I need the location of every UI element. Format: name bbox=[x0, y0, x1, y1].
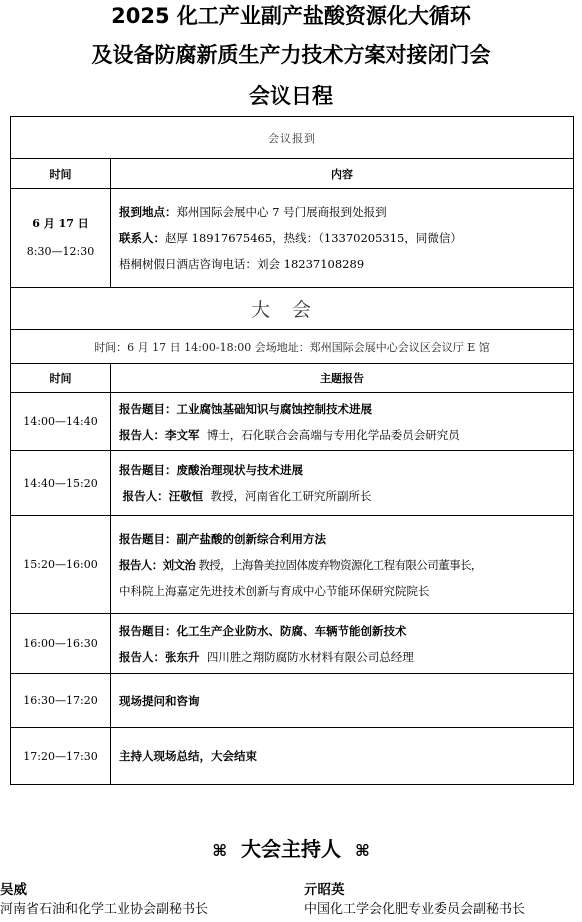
topic-text: 废酸治理现状与技术进展 bbox=[176, 463, 303, 477]
speaker-name: 刘文治 bbox=[162, 557, 196, 572]
speaker-title: 四川胜之翔防腐防水材料有限公司总经理 bbox=[206, 649, 414, 664]
session-content bbox=[111, 728, 574, 785]
registration-hotel: 梧桐树假日酒店咨询电话：刘会 18237108289 bbox=[119, 257, 365, 271]
session-row bbox=[11, 674, 574, 728]
session-text: 现场提问和咨询 bbox=[119, 693, 200, 708]
host-title: 河南省石油和化学工业协会副秘书长 bbox=[0, 902, 209, 917]
title-line-1: 2025 化工产业副产盐酸资源化大循环 bbox=[111, 4, 471, 28]
speaker-title: 教授，河南省化工研究所副所长 bbox=[210, 489, 372, 503]
session-row bbox=[11, 614, 574, 674]
session-time: 14:40—15:20 bbox=[11, 451, 111, 516]
contact-label: 联系人： bbox=[119, 231, 165, 245]
place-label: 报到地点： bbox=[119, 205, 177, 219]
host-item bbox=[0, 881, 208, 919]
place-text: 郑州国际会展中心 7 号门展商报到处报到 bbox=[176, 205, 387, 219]
host-name: 吴威 bbox=[0, 882, 27, 898]
topic-label: 报告题目： bbox=[119, 401, 177, 416]
col-time-header-2: 时间 bbox=[11, 364, 111, 393]
host-name: 亓昭英 bbox=[304, 882, 345, 898]
registration-time-cell bbox=[11, 189, 111, 288]
registration-row bbox=[11, 189, 574, 288]
topic-text: 工业腐蚀基础知识与腐蚀控制技术进展 bbox=[176, 401, 372, 416]
topic-label: 报告题目： bbox=[119, 463, 177, 477]
title-line-2: 及设备防腐新质生产力技术方案对接闭门会 bbox=[91, 43, 491, 67]
session-time: 16:00—16:30 bbox=[11, 614, 111, 674]
speaker-title: 教授，上海鲁美拉固体废弃物资源化工程有限公司董事长， bbox=[198, 557, 482, 572]
title-line-3: 会议日程 bbox=[249, 84, 333, 108]
registration-time: 8:30—12:30 bbox=[26, 245, 95, 258]
speaker-label: 报告人： bbox=[122, 489, 169, 503]
session-topic bbox=[119, 396, 573, 422]
session-content bbox=[111, 393, 574, 451]
session-row bbox=[11, 516, 574, 614]
session-text: 主持人现场总结，大会结束 bbox=[119, 749, 257, 763]
speaker-label: 报告人： bbox=[119, 649, 165, 664]
registration-section-row bbox=[11, 117, 574, 159]
host-item bbox=[304, 881, 525, 919]
session-content bbox=[111, 614, 574, 674]
ornament-left-icon: ⌘ bbox=[212, 841, 228, 860]
session-topic bbox=[119, 457, 573, 483]
speaker-name: 汪敬恒 bbox=[168, 489, 204, 503]
col-content-header: 内容 bbox=[111, 159, 574, 189]
conference-info-row bbox=[11, 330, 574, 364]
session-row bbox=[11, 393, 574, 451]
speaker-name: 李文军 bbox=[165, 427, 200, 442]
schedule-table bbox=[10, 116, 574, 785]
topic-text: 化工生产企业防水、防腐、车辆节能创新技术 bbox=[176, 623, 407, 638]
registration-place bbox=[119, 199, 573, 225]
session-topic bbox=[119, 618, 573, 644]
session-speaker bbox=[119, 483, 573, 509]
session-time: 14:00—14:40 bbox=[11, 393, 111, 451]
session-row bbox=[11, 451, 574, 516]
conference-section-title: 大会 bbox=[11, 288, 574, 330]
speaker-title: 博士，石化联合会高端与专用化学品委员会研究员 bbox=[206, 427, 460, 442]
session-speaker bbox=[119, 422, 573, 448]
col-topic-header: 主题报告 bbox=[111, 364, 574, 393]
session-time: 17:20—17:30 bbox=[11, 728, 111, 785]
conference-info: 时间：6 月 17 日 14:00-18:00 会场地址：郑州国际会展中心会议区会议厅 E 馆 bbox=[11, 330, 574, 364]
session-speaker bbox=[119, 644, 573, 670]
speaker-name: 张东升 bbox=[165, 649, 200, 664]
session-time: 16:30—17:20 bbox=[11, 674, 111, 728]
session-content bbox=[111, 516, 574, 614]
registration-section-title: 会议报到 bbox=[11, 117, 574, 159]
contact-text: 赵厚 18917675465，热线：（13370205315，同微信） bbox=[165, 231, 462, 245]
col-time-header: 时间 bbox=[11, 159, 111, 189]
topic-text: 副产盐酸的创新综合利用方法 bbox=[176, 531, 326, 546]
hosts-heading bbox=[0, 833, 582, 862]
session-content bbox=[111, 674, 574, 728]
registration-date: 6 月 17 日 bbox=[32, 217, 89, 230]
registration-content-cell bbox=[111, 189, 574, 288]
session-row bbox=[11, 728, 574, 785]
speaker-title-continued: 中科院上海嘉定先进技术创新与育成中心节能环保研究院院长 bbox=[119, 583, 430, 598]
conference-header-row bbox=[11, 364, 574, 393]
speaker-label: 报告人： bbox=[119, 427, 165, 442]
hosts-title: 大会主持人 bbox=[241, 837, 341, 861]
topic-label: 报告题目： bbox=[119, 531, 177, 546]
speaker-label: 报告人： bbox=[119, 557, 163, 572]
conference-section-row bbox=[11, 288, 574, 330]
session-time: 15:20—16:00 bbox=[11, 516, 111, 614]
session-topic bbox=[119, 526, 573, 552]
session-content bbox=[111, 451, 574, 516]
topic-label: 报告题目： bbox=[119, 623, 177, 638]
ornament-right-icon: ⌘ bbox=[354, 841, 370, 860]
session-speaker bbox=[119, 552, 573, 578]
host-title: 中国化工学会化肥专业委员会副秘书长 bbox=[304, 902, 526, 917]
registration-contact bbox=[119, 225, 573, 251]
registration-header-row bbox=[11, 159, 574, 189]
